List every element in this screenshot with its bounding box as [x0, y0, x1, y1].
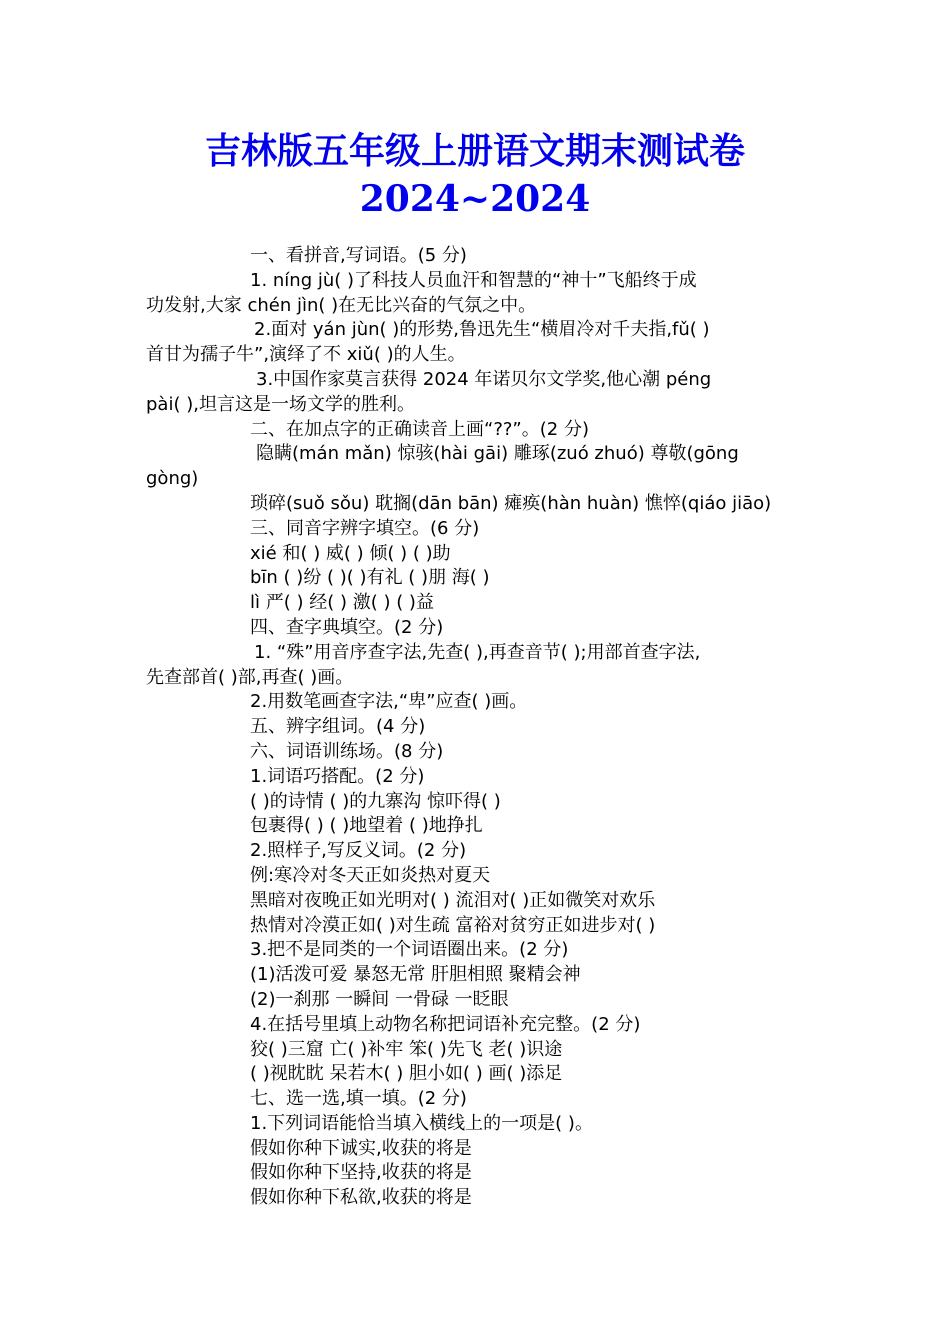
document-text-line: 三、同音字辨字填空。(6 分) — [250, 517, 480, 539]
document-text-line: 七、选一选,填一填。(2 分) — [250, 1088, 467, 1110]
document-text-line: 假如你种下私欲,收获的将是 — [250, 1187, 472, 1209]
document-text-line: 假如你种下坚持,收获的将是 — [250, 1162, 472, 1184]
document-text-line: 琐碎(suǒ sǒu) 耽搁(dān bān) 瘫痪(hàn huàn) 憔悴(qiáo jiāo) — [250, 492, 772, 514]
document-text-line: (2)一刹那 一瞬间 一骨碌 一眨眼 — [250, 988, 509, 1010]
document-text-line: 3.把不是同类的一个词语圈出来。(2 分) — [250, 939, 569, 961]
document-text-line: 假如你种下诚实,收获的将是 — [250, 1137, 472, 1159]
document-text-line: (1)活泼可爱 暴怒无常 肝胆相照 聚精会神 — [250, 964, 581, 986]
document-text-line: gòng) — [146, 468, 199, 490]
document-text-line: 狡( )三窟 亡( )补牢 笨( )先飞 老( )识途 — [250, 1038, 563, 1060]
document-text-line: 2.照样子,写反义词。(2 分) — [250, 840, 467, 862]
document-text-line: 4.在括号里填上动物名称把词语补充完整。(2 分) — [250, 1013, 641, 1035]
document-text-line: 例:寒冷对冬天正如炎热对夏天 — [250, 864, 491, 886]
document-text-line: 1.下列词语能恰当填入横线上的一项是( )。 — [250, 1112, 593, 1134]
document-text-line: 隐瞒(mán mǎn) 惊骇(hài gāi) 雕琢(zuó zhuó) 尊敬(gōng — [256, 443, 739, 465]
document-text-line: 1. níng jù( )了科技人员血汗和智慧的“神十”飞船终于成 — [250, 269, 697, 291]
document-text-line: 2.用数笔画查字法,“卑”应查( )画。 — [250, 691, 528, 713]
document-title-line-1: 吉林版五年级上册语文期末测试卷 — [204, 130, 745, 172]
document-text-line: lì 严( ) 经( ) 激( ) ( )益 — [250, 592, 434, 614]
document-text-line: 2.面对 yán jùn( )的形势,鲁迅先生“横眉冷对千夫指,fǔ( ) — [254, 319, 710, 341]
document-body — [146, 244, 810, 1211]
document-text-line: 先查部首( )部,再查( )画。 — [146, 666, 354, 688]
document-text-line: 1. “殊”用音序查字法,先查( ),再查音节( );用部首查字法, — [254, 641, 701, 663]
document-text-line: 六、词语训练场。(8 分) — [250, 740, 444, 762]
document-title-line-2: 2024~2024 — [359, 178, 591, 220]
document-text-line: 首甘为孺子牛”,演绎了不 xiǔ( )的人生。 — [146, 344, 466, 366]
document-text-line: 四、查字典填空。(2 分) — [250, 616, 444, 638]
document-text-line: 1.词语巧搭配。(2 分) — [250, 765, 425, 787]
document-text-line: 一、看拼音,写词语。(5 分) — [250, 245, 467, 266]
document-text-line: 包裹得( ) ( )地望着 ( )地挣扎 — [250, 815, 483, 837]
document-text-line: 二、在加点字的正确读音上画“??”。(2 分) — [250, 418, 589, 440]
document-text-line: ( )视眈眈 呆若木( ) 胆小如( ) 画( )添足 — [250, 1063, 563, 1085]
document-text-line: 五、辨字组词。(4 分) — [250, 716, 426, 738]
document-text-line: ( )的诗情 ( )的九寨沟 惊吓得( ) — [250, 790, 501, 812]
document-text-line: 热情对冷漠正如( )对生疏 富裕对贫穷正如进步对( ) — [250, 914, 656, 936]
document-text-line: 黑暗对夜晚正如光明对( ) 流泪对( )正如微笑对欢乐 — [250, 889, 656, 911]
document-text-line: xié 和( ) 威( ) 倾( ) ( )助 — [250, 542, 451, 564]
document-text-line: bīn ( )纷 ( )( )有礼 ( )朋 海( ) — [250, 567, 490, 589]
document-text-line: 3.中国作家莫言获得 2024 年诺贝尔文学奖,他心潮 péng — [256, 368, 712, 390]
document-text-line: 功发射,大家 chén jìn( )在无比兴奋的气氛之中。 — [146, 294, 537, 316]
document-text-line: pài( ),坦言这是一场文学的胜利。 — [146, 393, 415, 415]
